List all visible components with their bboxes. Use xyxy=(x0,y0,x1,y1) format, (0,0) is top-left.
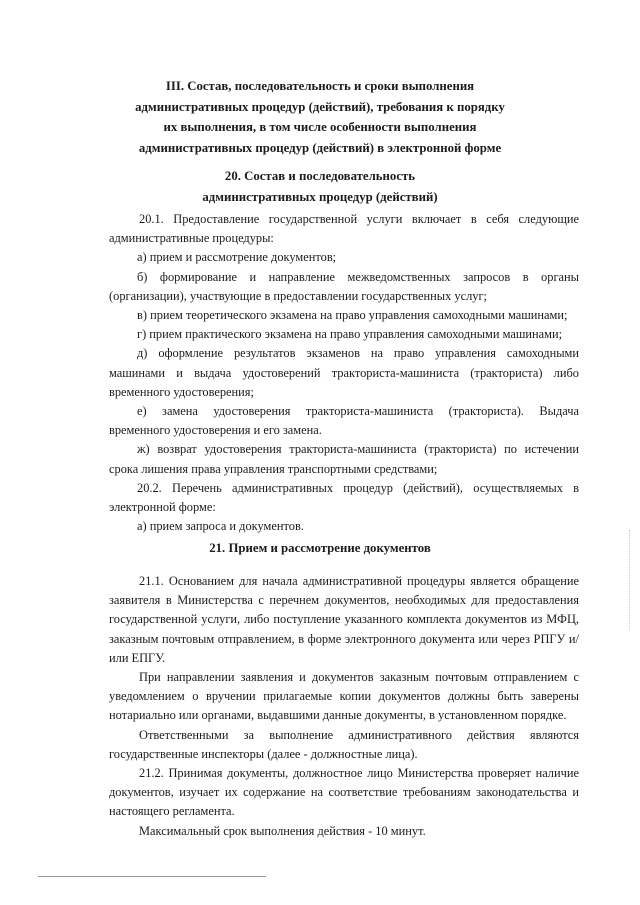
margin-scan-mark xyxy=(629,530,632,630)
paragraph: 21.2. Принимая документы, должностное лицо Министерства проверяет наличие документов, изучает их содержание на соответствие требованиям законодательства и настоящего регламента. xyxy=(109,766,579,819)
subsection-21-body xyxy=(109,572,579,841)
list-item: ж) возврат удостоверения тракториста-машиниста (тракториста) по истечении срока лишения права управления транспортными средствами; xyxy=(109,442,579,476)
list-item: в) прием теоретического экзамена на право управления самоходными машинами; xyxy=(137,308,568,323)
section-title-line: их выполнения, в том числе особенности выполнения xyxy=(163,120,477,134)
subsection-21-title: 21. Прием и рассмотрение документов xyxy=(209,541,431,555)
paragraph: Ответственными за выполнение административного действия являются государственные инспекторы (далее - должностные лица). xyxy=(109,727,579,761)
paragraph: 21.1. Основанием для начала административной процедуры является обращение заявителя в Министерства с перечнем документов, необходимых для предоставления государственной услуги, либо поступление указанного комплекта документов из МФЦ, заказным почтовым отправлением, в форме электронного документа или через РПГУ и/или ЕПГУ. xyxy=(109,574,579,665)
subsection-20-body xyxy=(109,210,579,536)
list-item: а) прием и рассмотрение документов; xyxy=(137,250,337,265)
subsection-title-line: административных процедур (действий) xyxy=(202,189,438,204)
subsection-20-title xyxy=(150,166,490,207)
list-item: д) оформление результатов экзаменов на право управления самоходными машинами и выдача удостоверений тракториста-машиниста (тракториста) либо временного удостоверения; xyxy=(109,346,579,399)
section-title xyxy=(90,76,550,158)
subsection-title-line: 20. Состав и последовательность xyxy=(224,169,416,183)
section-title-line: административных процедур (действий) в электронной форме xyxy=(138,140,502,155)
paragraph: Максимальный срок выполнения действия - 10 минут. xyxy=(139,823,426,838)
footnote-divider xyxy=(38,876,266,877)
paragraph: 20.1. Предоставление государственной услуги включает в себя следующие административные процедуры: xyxy=(109,212,579,246)
section-title-line: III. Состав, последовательность и сроки выполнения xyxy=(165,79,475,93)
paragraph: 20.2. Перечень административных процедур (действий), осуществляемых в электронной форме: xyxy=(109,480,579,515)
paragraph: При направлении заявления и документов заказным почтовым отправлением с уведомлением о вручении прилагаемые копии документов должны быть заверены нотариально или органами, выдавшими данные документы, в установленном порядке. xyxy=(109,670,579,723)
section-title-line: административных процедур (действий), требования к порядку xyxy=(135,99,505,114)
list-item: б) формирование и направление межведомственных запросов в органы (организации), участвующие в предоставлении государственных услуг; xyxy=(109,269,579,303)
list-item: е) замена удостоверения тракториста-машиниста (тракториста). Выдача временного удостоверения и его замена. xyxy=(109,404,579,438)
list-item: г) прием практического экзамена на право управления самоходными машинами; xyxy=(137,327,563,342)
list-item: а) прием запроса и документов. xyxy=(137,519,304,534)
